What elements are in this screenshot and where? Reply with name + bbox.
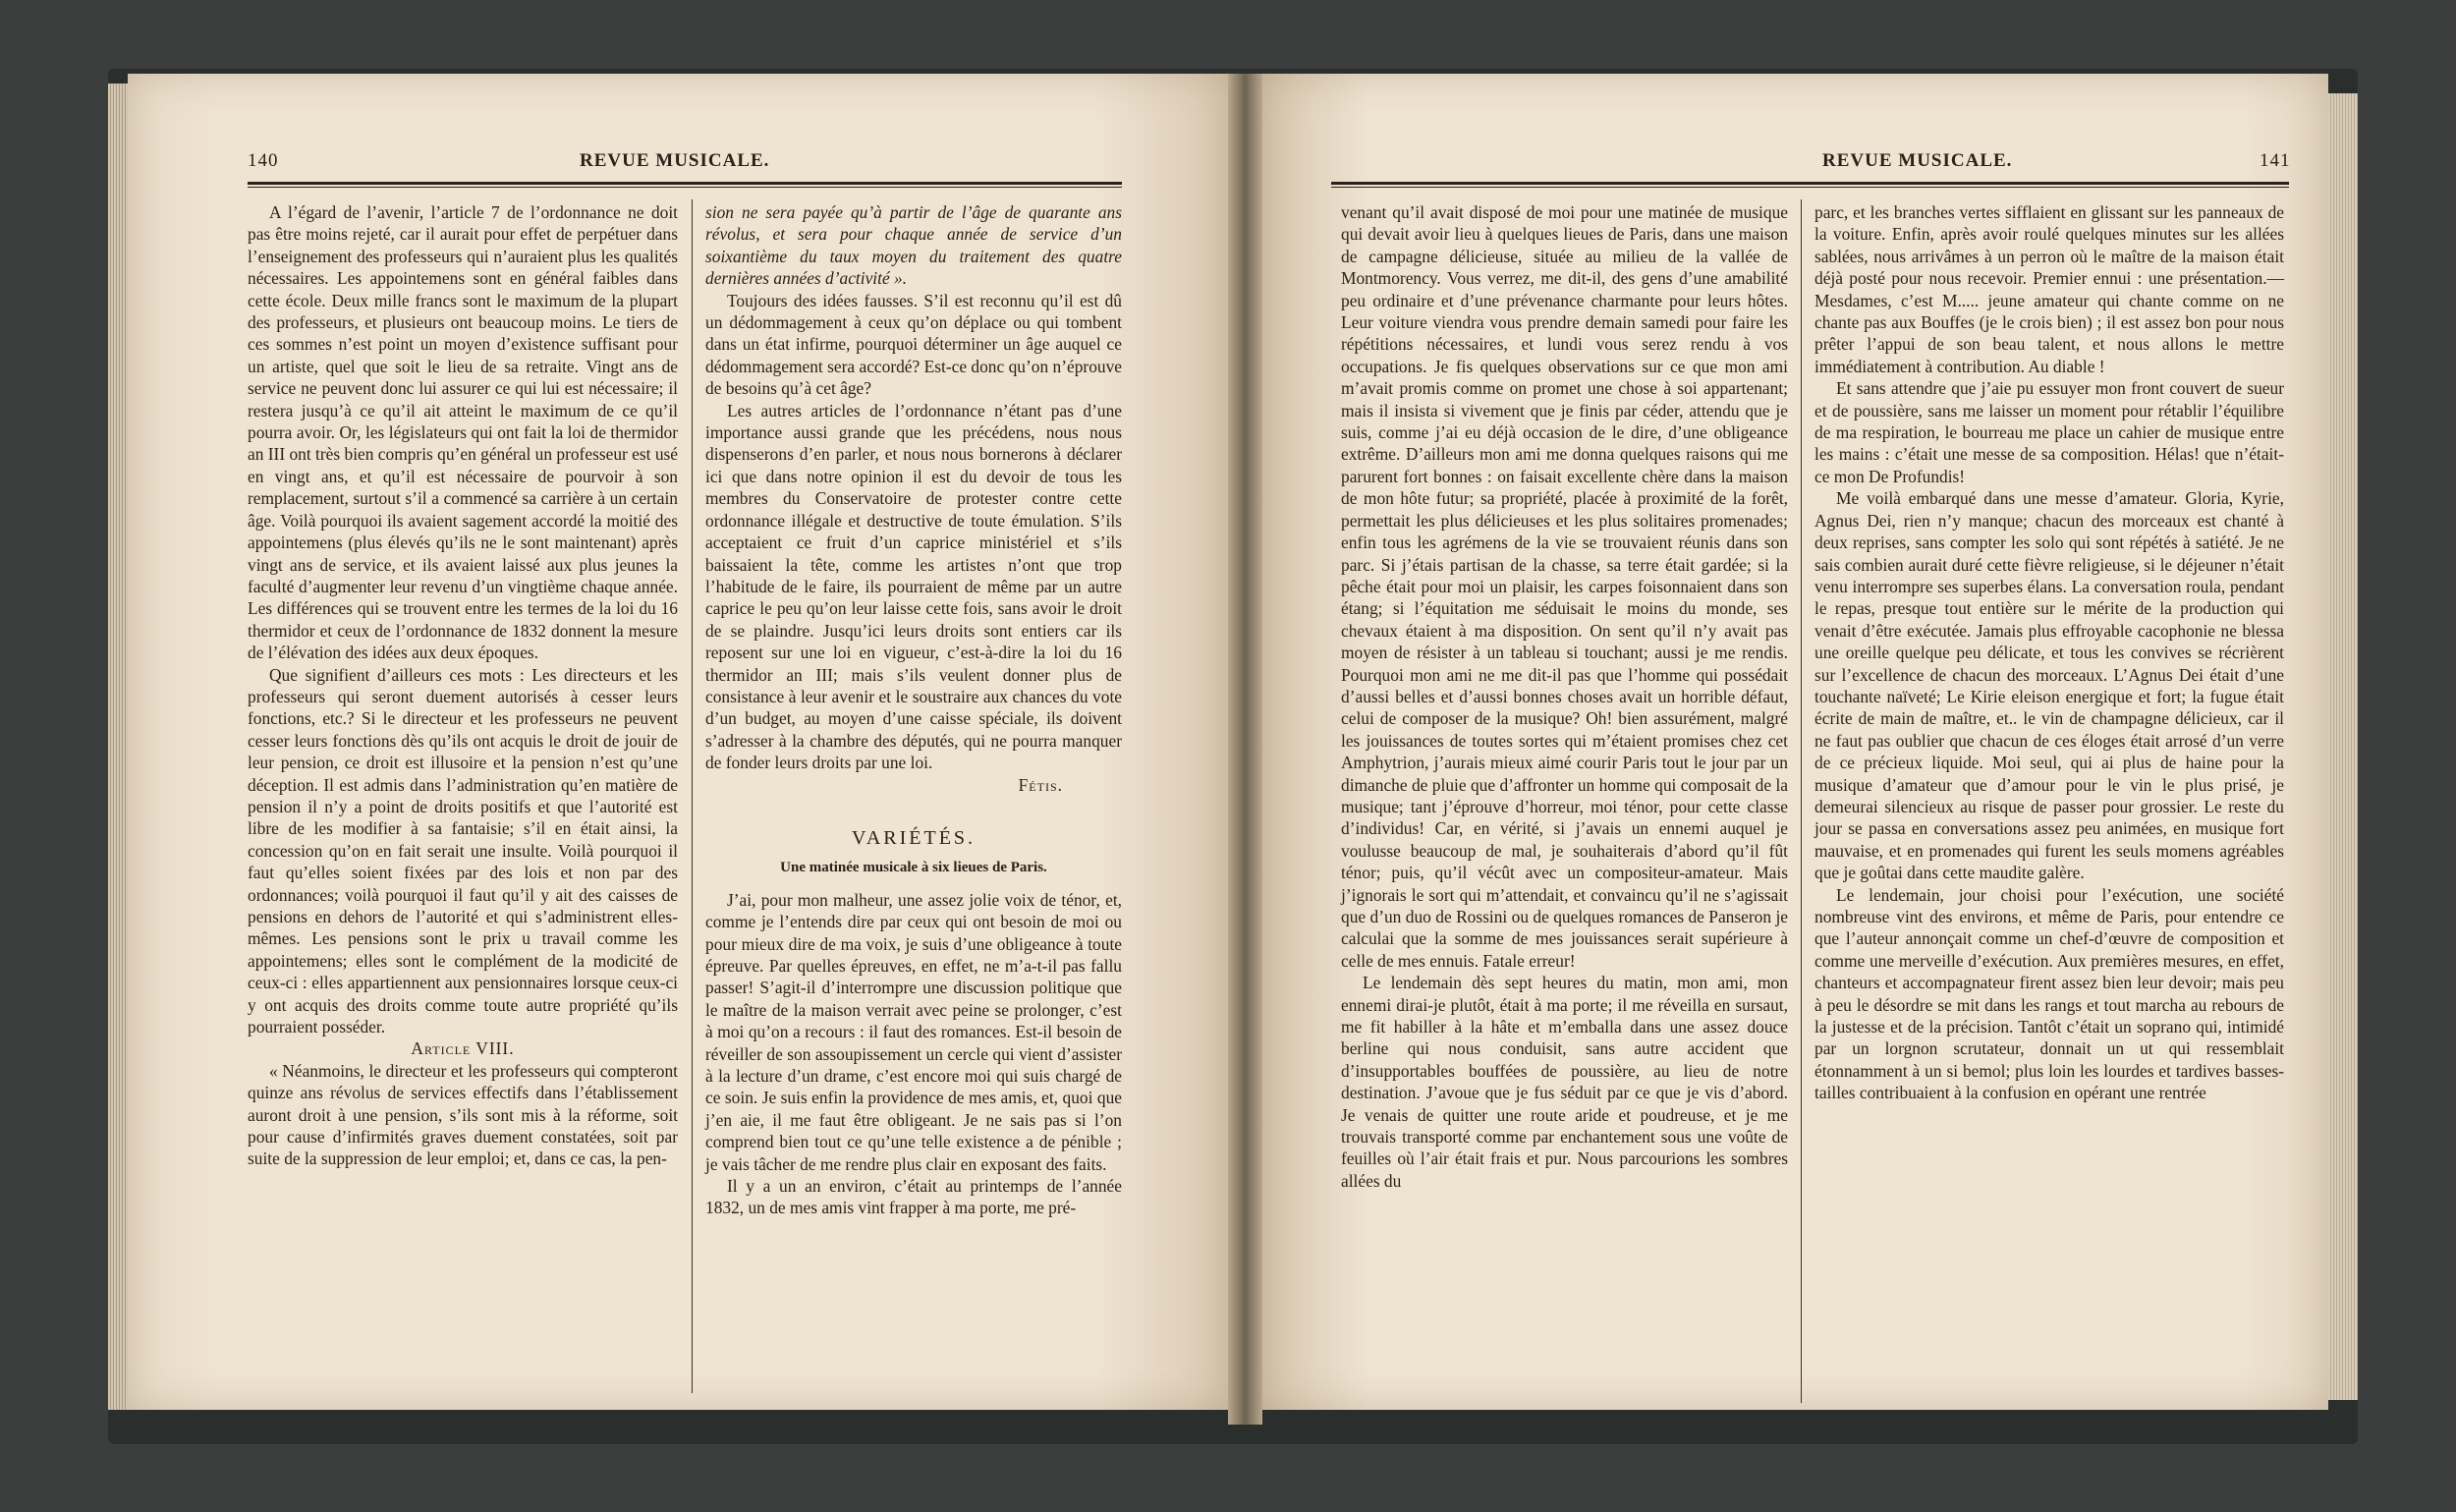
left-running-head: REVUE MUSICALE.	[580, 150, 770, 171]
paragraph: « Néanmoins, le directeur et les professeurs qui compteront quinze ans révolus de services effectifs dans l’établissement auront droit à une pension, s’ils sont mis à la réforme, soit pour cause d’infirmités graves duement constatées, soit par suite de la suppression de leur emploi; et, dans ce cas, la pen-	[248, 1060, 678, 1169]
section-title: VARIÉTÉS.	[851, 826, 977, 849]
signature: Fétis.	[1018, 774, 1063, 795]
right-column-1	[1341, 201, 1788, 1192]
paragraph: parc, et les branches vertes sifflaient en glissant sur les panneaux de la voiture. Enfin, après avoir roulé quelques minutes sur les allées sablées, nous arrivâmes à un perron où le maître de la maison était déjà posté pour nous recevoir. Premier ennui : une présentation.— Mesdames, c’est M..... jeune amateur qui chante comme on ne chante pas aux Bouffes (je le crois bien) ; il est assez bon pour nous prêter l’appui de son beau talent, et nous allons le mettre immédiatement à contribution. Au diable !	[1814, 202, 2284, 376]
paragraph: sion ne sera payée qu’à partir de l’âge de quarante ans révolus, et sera pour chaque année de service d’un soixantième du taux moyen du traitement des quatre dernières années d’activité ».	[705, 202, 1122, 289]
left-page	[128, 74, 1228, 1410]
left-column-2	[705, 201, 1122, 1219]
right-page-edges	[2328, 93, 2358, 1400]
paragraph: Il y a un an environ, c’était au printemps de l’année 1832, un de mes amis vint frapper à ma porte, me pré-	[705, 1176, 1122, 1218]
left-column-1	[248, 201, 678, 1170]
paragraph: Que signifient d’ailleurs ces mots : Les directeurs et les professeurs qui seront duement autorisés à cesser leurs fonctions, etc.? Si le directeur et les professeurs ne peuvent cesser leurs fonctions dès qu’ils ont acquis le droit de jouir de leur pension, ce droit est illusoire et la pension n’est qu’une déception. Il est admis dans l’administration qu’en matière de pension il n’y a point de droits positifs et que l’autorité est libre de les modifier à sa fantaisie; s’il en était ainsi, la concession qu’on en fait serait une insulte. Voilà pourquoi il faut qu’elles soient fixées par des lois et non par des ordonnances; voilà pourquoi il faut qu’il y ait des caisses de pensions en dehors de l’autorité et qui s’administrent elles-mêmes. Les pensions sont le prix u travail comme les appointemens; elles sont le complément de la modicité de ceux-ci : elles appartiennent aux pensionnaires lorsque ceux-ci y ont acquis des droits comme toute autre propriété qu’ils pourraient posséder.	[248, 664, 678, 1037]
paragraph: Le lendemain, jour choisi pour l’exécution, une société nombreuse vint des environs, et même de Paris, pour entendre ce que l’auteur annonçait comme un chef-d’œuvre de composition et comme une merveille d’exécution. Aux premières mesures, en effet, chanteurs et accompagnateur firent assez bien leur devoir; mais peu à peu le désordre se mit dans les rangs et tout marcha au rebours de la justesse et de la précision. Tantôt c’était un soprano qui, intimidé par un lorgnon scrutateur, donnait un ut qui ressemblait étonnamment à un si bemol; plus loin les lourdes et tardives basses-tailles contribuaient à la confusion en opérant une rentrée	[1814, 884, 2284, 1103]
book-spread	[128, 74, 2328, 1425]
right-page	[1262, 74, 2328, 1410]
paragraph: Les autres articles de l’ordonnance n’étant pas d’une importance aussi grande que les précédens, nous nous dispenserons d’en parler, et nous nous bornerons à déclarer ici que dans notre opinion il est du devoir de tous les membres du Conservatoire de protester contre cette ordonnance illégale et destructive de toute émulation. S’ils acceptaient ce fruit d’un caprice ministériel et s’ils baissaient la tête, comme les artistes n’ont que trop l’habitude de le faire, ils pourraient de même par un autre caprice le peu qu’on leur laisse cette fois, sans avoir le droit de se plaindre. Jusqu’ici leurs droits sont entiers car ils reposent sur une loi en vigueur, c’est-à-dire la loi du 16 thermidor an III; mais s’ils veulent donner plus de consistance à leur avenir et le soustraire aux chances du vote d’un budget, au moyen d’une caisse spéciale, ils doivent s’adresser à la chambre des députés, qui ne pourra manquer de fonder leurs droits par une loi.	[705, 400, 1122, 773]
paragraph: Et sans attendre que j’aie pu essuyer mon front couvert de sueur et de poussière, sans me laisser un moment pour rétablir l’équilibre de ma respiration, le bourreau me place un cahier de musique entre les mains : c’était une messe de sa composition. Hélas! que n’était-ce mon De Profundis!	[1814, 378, 2284, 486]
paragraph: venant qu’il avait disposé de moi pour une matinée de musique qui devait avoir lieu à quelques lieues de Paris, dans une maison de campagne délicieuse, située au milieu de la vallée de Montmorency. Vous verrez, me dit-il, des gens d’une amabilité peu ordinaire et d’une prévenance charmante pour leurs hôtes. Leur voiture viendra vous prendre demain samedi pour faire les répétitions nécessaires, et lundi vous serez rendu à vos occupations. Je fis quelques observations sur ce que mon ami m’avait promis comme on promet une chose à soi appartenant; mais il insista si vivement que je finis par céder, attendu que je suis, comme j’ai eu déjà occasion de le dire, d’une obligeance extrême. D’ailleurs mon ami me donna quelques raisons qui me parurent fort bonnes : on faisait excellente chère dans la maison de mon hôte futur; sa propriété, placée à proximité de la forêt, permettait les plus délicieuses et les plus solitaires promenades; enfin tous les agrémens de la vie se trouvaient réunis dans son parc. Si j’étais partisan de la chasse, sa terre était gardée; si la pêche était pour moi un plaisir, les carpes foisonnaient dans son étang; si l’équitation me séduisait le moins du monde, ses chevaux étaient à ma disposition. On sent qu’il n’y avait pas moyen de résister à un tableau si touchant; aussi je me rendis. Pourquoi mon ami ne me dit-il pas que l’homme qui possédait d’aussi belles et d’aussi bonnes choses avait un horrible défaut, celui de composer de la musique? Oh! bien assurément, malgré les jouissances de toutes sortes qui m’étaient promises chez cet Amphytrion, j’aurais mieux aimé courir Paris tout le jour par un dimanche de pluie que d’affronter un homme qui composait de la musique; tant j’éprouve d’horreur, moi ténor, pour cette classe d’individus! Car, en vérité, si j’avais un ennemi auquel je voulusse beaucoup de mal, je souhaiterais d’abord qu’il fût ténor; puis, qu’il vécût avec un compositeur-amateur. Mais j’ignorais le sort qui m’attendait, et convaincu qu’il ne s’agissait que d’un duo de Rossini ou de quelques romances de Panseron je calculai que la somme de mes jouissances serait supérieure à celle de mes ennuis. Fatale erreur!	[1341, 202, 1788, 971]
book-gutter	[1228, 74, 1262, 1425]
left-header-rule	[248, 182, 1122, 188]
right-header-rule	[1331, 182, 2289, 188]
section-subtitle: Une matinée musicale à six lieues de Paris.	[780, 860, 1047, 876]
article-heading: Article VIII.	[411, 1038, 515, 1059]
column-divider	[692, 199, 693, 1393]
right-running-head: REVUE MUSICALE.	[1822, 150, 2013, 171]
paragraph: Toujours des idées fausses. S’il est reconnu qu’il est dû un dédommagement à ceux qu’on déplace ou qui tombent dans un état infirme, pourquoi déterminer un âge auquel ce dédommagement sera accordé? Est-ce donc qu’on n’éprouve de besoins qu’à cet âge?	[705, 290, 1122, 399]
paragraph: Le lendemain dès sept heures du matin, mon ami, mon ennemi dirai-je plutôt, était à ma porte; il me réveilla en sursaut, me fit habiller à la hâte et m’emballa dans une assez douce berline qui nous conduisit, sans autre accident que d’insupportables bouffées de poussière, au lieu de notre destination. J’avoue que je fus séduit par ce que je vis d’abord. Je venais de quitter une route aride et poudreuse, et je me trouvais transporté comme par enchantement sous une voûte de feuilles où l’air était frais et pur. Nous parcourions les sombres allées du	[1341, 973, 1788, 1191]
paragraph: J’ai, pour mon malheur, une assez jolie voix de ténor, et, comme je l’entends dire par ceux qui ont besoin de moi ou pour mieux dire de ma voix, je suis d’une obligeance à toute épreuve. Par quelles épreuves, en effet, ne m’a-t-il pas fallu passer! S’agit-il d’interrompre une discussion politique que le maître de la maison verrait avec peine se prolonger, c’est à moi qu’on a recours : il faut des romances. Est-il besoin de réveiller de son assoupissement un cercle qui vient d’assister à la lecture d’un drame, c’est encore moi qui suis chargé de ce soin. Je suis enfin la providence de mes amis, et, quoi que j’en aie, il me faut être obligeant. Je ne sais pas si l’on comprend bien tout ce qu’une telle existence a de pénible ; je vais tâcher de me rendre plus clair en exposant des faits.	[705, 889, 1122, 1174]
left-page-number: 140	[248, 150, 279, 171]
right-column-2	[1814, 201, 2284, 1104]
column-divider	[1801, 199, 1802, 1403]
paragraph: Me voilà embarqué dans une messe d’amateur. Gloria, Kyrie, Agnus Dei, rien n’y manque; chacun des morceaux est chanté à deux reprises, sans compter les solo qui sont répétés à satiété. Je ne sais combien aurait duré cette fièvre religieuse, si le déjeuner n’était venu interrompre ses superbes élans. La conversation roula, pendant le repas, presque tout entière sur le mérite de la production qui venait d’être exécutée. Jamais plus effroyable cacophonie ne blessa une oreille quelque peu délicate, et tous les convives se récrièrent sur l’excellence de chacun des morceaux. L’Agnus Dei était d’une touchante naïveté; Le Kirie eleison energique et fort; la fugue était écrite de main de maître, et.. le vin de champagne délicieux, car il ne faut pas oublier que chacun de ces éloges était arrosé d’un verre de ce précieux liquide. Moi seul, qui ai plus de haine pour la musique d’amateur que d’amour pour le vin le plus prisé, je demeurai silencieux au risque de passer pour grossier. Le reste du jour se passa en conversations assez peu animées, en musique fort mauvaise, et en promenades qui furent les seuls momens agréables que je goûtai dans cette maudite galère.	[1814, 488, 2284, 883]
paragraph: A l’égard de l’avenir, l’article 7 de l’ordonnance ne doit pas être moins rejeté, car il aurait pour effet de perpétuer dans l’enseignement des professeurs qui n’auraient plus les qualités nécessaires. Les appointemens sont en général faibles dans cette école. Deux mille francs sont le maximum de la plupart des professeurs, et plusieurs ont beaucoup moins. Le tiers de ces sommes n’est point un moyen d’existence suffisant pour un artiste, quel que soit le lieu de sa retraite. Vingt ans de service ne peuvent donc lui assurer ce qui lui est nécessaire; il restera jusqu’à ce qu’il ait atteint le maximum de ce qu’il pourra avoir. Or, les législateurs qui ont fait la loi de thermidor an III ont très bien compris qu’en général un professeur est usé en vingt ans, et qu’il est nécessaire de pourvoir à son remplacement, surtout s’il a commencé sa carrière à un certain âge. Voilà pourquoi ils avaient sagement accordé la moitié des appointemens (plus élevés qu’ils ne le sont maintenant) après vingt ans de service, et ils avaient laissé aux plus jeunes la faculté d’augmenter leur revenu d’un vingtième chaque année. Les différences qui se trouvent entre les termes de la loi du 16 thermidor et ceux de l’ordonnance de 1832 donnent la mesure de l’élévation des idées aux deux époques.	[248, 202, 679, 663]
left-page-edges	[108, 84, 130, 1410]
right-page-number: 141	[2260, 150, 2291, 171]
